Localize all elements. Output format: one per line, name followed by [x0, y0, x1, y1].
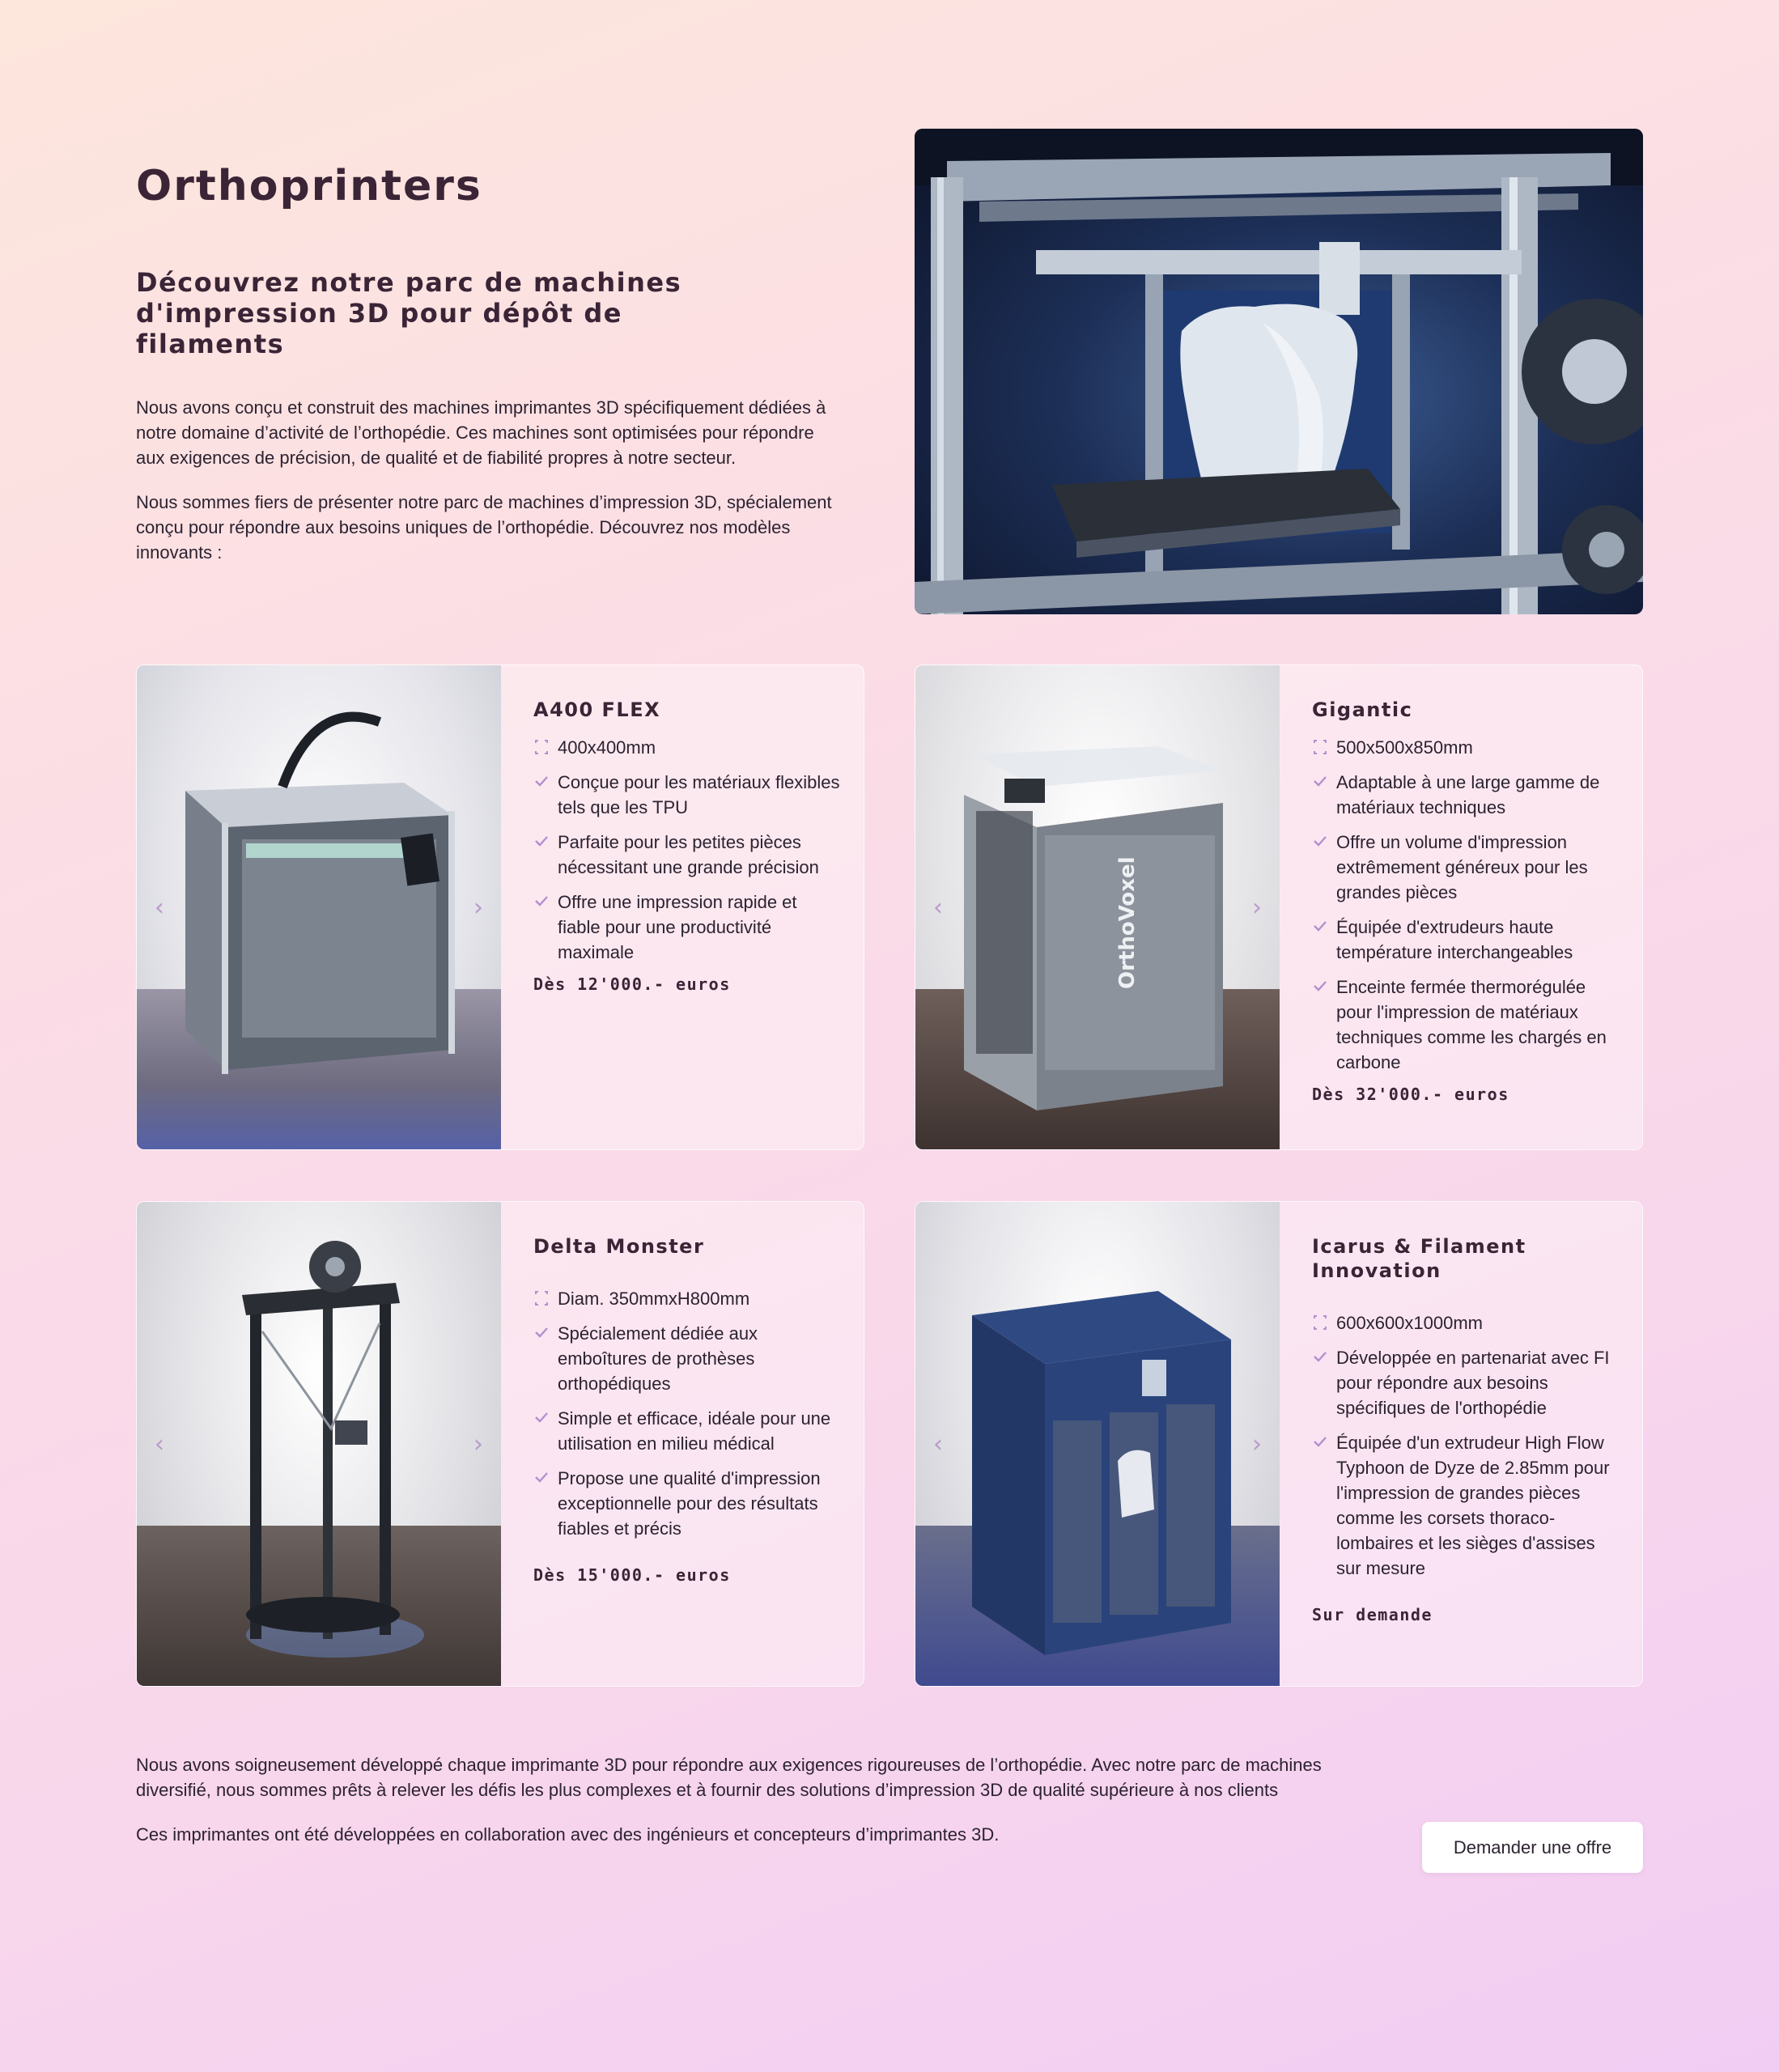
product-dimensions [1312, 735, 1620, 760]
check-icon [533, 1408, 550, 1429]
feature-item [1312, 915, 1620, 965]
feature-text: Équipée d'extrudeurs haute température interchangeables [1336, 917, 1573, 962]
feature-text: Développée en partenariat avec FI pour répondre aux besoins spécifiques de l'orthopédie [1336, 1348, 1610, 1418]
check-icon [533, 831, 550, 852]
feature-text: Enceinte fermée thermorégulée pour l'impression de matériaux techniques comme les chargés en carbone [1336, 977, 1607, 1072]
intro-paragraph-1: Nous avons conçu et construit des machines imprimantes 3D spécifiquement dédiées à notre domaine d’activité de l’orthopédie. Ces machines sont optimisées pour répondre aux exigences de précision, de qualité et de fiabilité propres à notre secteur. [136, 397, 826, 468]
carousel-prev-button[interactable]: ‹ [155, 894, 164, 922]
footer-text [136, 1752, 1334, 1866]
check-icon [533, 771, 550, 792]
feature-text: Conçue pour les matériaux flexibles tels que les TPU [558, 772, 840, 817]
a400-flex-printer-image [137, 665, 501, 1150]
feature-item [1312, 1430, 1620, 1581]
request-offer-button[interactable]: Demander une offre [1422, 1822, 1643, 1873]
carousel-next-button[interactable]: › [1252, 894, 1262, 922]
carousel-prev-button[interactable]: ‹ [155, 1430, 164, 1458]
dimensions-text: Diam. 350mmxH800mm [558, 1289, 750, 1309]
product-dimensions [533, 735, 841, 760]
orthovoxel-brand-text: OrthoVoxel [1115, 856, 1140, 989]
feature-text: Spécialement dédiée aux emboîtures de prothèses orthopédiques [558, 1323, 758, 1394]
check-icon [1312, 771, 1328, 792]
dimensions-text: 400x400mm [558, 737, 656, 758]
printer-interior-illustration [915, 129, 1643, 614]
product-price: Dès 15'000.- euros [533, 1565, 731, 1585]
product-carousel [915, 665, 1280, 1150]
product-name: Icarus & Filament Innovation [1312, 1235, 1526, 1282]
feature-item [1312, 770, 1620, 820]
carousel-next-button[interactable]: › [473, 1430, 483, 1458]
product-card-a400-flex [136, 664, 864, 1150]
feature-item [1312, 1345, 1620, 1420]
intro-paragraph-2: Nous sommes fiers de présenter notre parc de machines d’impression 3D, spécialement conçu pour répondre aux besoins uniques de l’orthopédie. Découvrez nos modèles innovants : [136, 492, 832, 563]
product-dimensions [533, 1286, 841, 1311]
product-card-gigantic [915, 664, 1643, 1150]
check-icon [533, 1323, 550, 1344]
product-name: Gigantic [1312, 698, 1413, 721]
check-icon [533, 1467, 550, 1488]
feature-item [533, 770, 841, 820]
carousel-next-button[interactable]: › [1252, 1430, 1262, 1458]
product-dimensions [1312, 1310, 1620, 1335]
feature-item [533, 1406, 841, 1456]
feature-item [533, 890, 841, 965]
check-icon [533, 891, 550, 912]
product-card-delta-monster [136, 1201, 864, 1687]
hero-printer-image [915, 129, 1643, 614]
product-name: Delta Monster [533, 1235, 705, 1258]
dimension-icon [1312, 737, 1328, 758]
feature-text: Offre un volume d'impression extrêmement généreux pour les grandes pièces [1336, 832, 1588, 902]
hero-text [136, 162, 832, 565]
product-name: A400 FLEX [533, 698, 661, 721]
icarus-printer-image [915, 1202, 1280, 1687]
page-subtitle: Découvrez notre parc de machines d'impression 3D pour dépôt de filaments [136, 267, 682, 359]
product-features [1312, 1310, 1620, 1581]
product-carousel [137, 665, 501, 1150]
product-card-icarus [915, 1201, 1643, 1687]
dimension-icon [1312, 1312, 1328, 1333]
footer-paragraph-1: Nous avons soigneusement développé chaque imprimante 3D pour répondre aux exigences rigoureuses de l’orthopédie. Avec notre parc de machines diversifié, nous sommes prêts à relever les défis les plus complexes et à fournir des solutions d’impression 3D de qualité supérieure à nos clients [136, 1755, 1322, 1800]
dimension-icon [533, 1288, 550, 1309]
dimension-icon [533, 737, 550, 758]
feature-item [533, 1466, 841, 1541]
product-price: Sur demande [1312, 1605, 1433, 1624]
feature-item [533, 1321, 841, 1396]
carousel-prev-button[interactable]: ‹ [933, 894, 943, 922]
feature-item [533, 830, 841, 880]
check-icon [1312, 1432, 1328, 1453]
page-title: Orthoprinters [136, 162, 482, 210]
check-icon [1312, 916, 1328, 937]
check-icon [1312, 831, 1328, 852]
feature-text: Parfaite pour les petites pièces nécessitant une grande précision [558, 832, 819, 877]
delta-monster-printer-image [137, 1202, 501, 1687]
product-info [533, 1234, 841, 1585]
check-icon [1312, 976, 1328, 997]
dimensions-text: 500x500x850mm [1336, 737, 1473, 758]
product-features [533, 1286, 841, 1541]
check-icon [1312, 1347, 1328, 1368]
feature-text: Adaptable à une large gamme de matériaux techniques [1336, 772, 1600, 817]
product-info [1312, 1234, 1620, 1624]
product-carousel [915, 1202, 1280, 1687]
dimensions-text: 600x600x1000mm [1336, 1313, 1484, 1333]
feature-text: Simple et efficace, idéale pour une utilisation en milieu médical [558, 1408, 831, 1454]
feature-item [1312, 830, 1620, 905]
gigantic-printer-image [915, 665, 1280, 1150]
product-price: Dès 12'000.- euros [533, 974, 731, 994]
product-price: Dès 32'000.- euros [1312, 1085, 1509, 1104]
product-info [533, 698, 841, 994]
feature-item [1312, 974, 1620, 1075]
feature-text: Offre une impression rapide et fiable pour une productivité maximale [558, 892, 797, 962]
product-carousel [137, 1202, 501, 1687]
footer-paragraph-2: Ces imprimantes ont été développées en collaboration avec des ingénieurs et concepteurs d’imprimantes 3D. [136, 1824, 1000, 1845]
product-features [1312, 735, 1620, 1075]
carousel-next-button[interactable]: › [473, 894, 483, 922]
carousel-prev-button[interactable]: ‹ [933, 1430, 943, 1458]
product-features [533, 735, 841, 965]
product-info [1312, 698, 1620, 1104]
feature-text: Équipée d'un extrudeur High Flow Typhoon de Dyze de 2.85mm pour l'impression de grandes pièces comme les corsets thoraco-lombaires et les sièges d'assises sur mesure [1336, 1433, 1610, 1578]
feature-text: Propose une qualité d'impression exceptionnelle pour des résultats fiables et précis [558, 1468, 821, 1539]
